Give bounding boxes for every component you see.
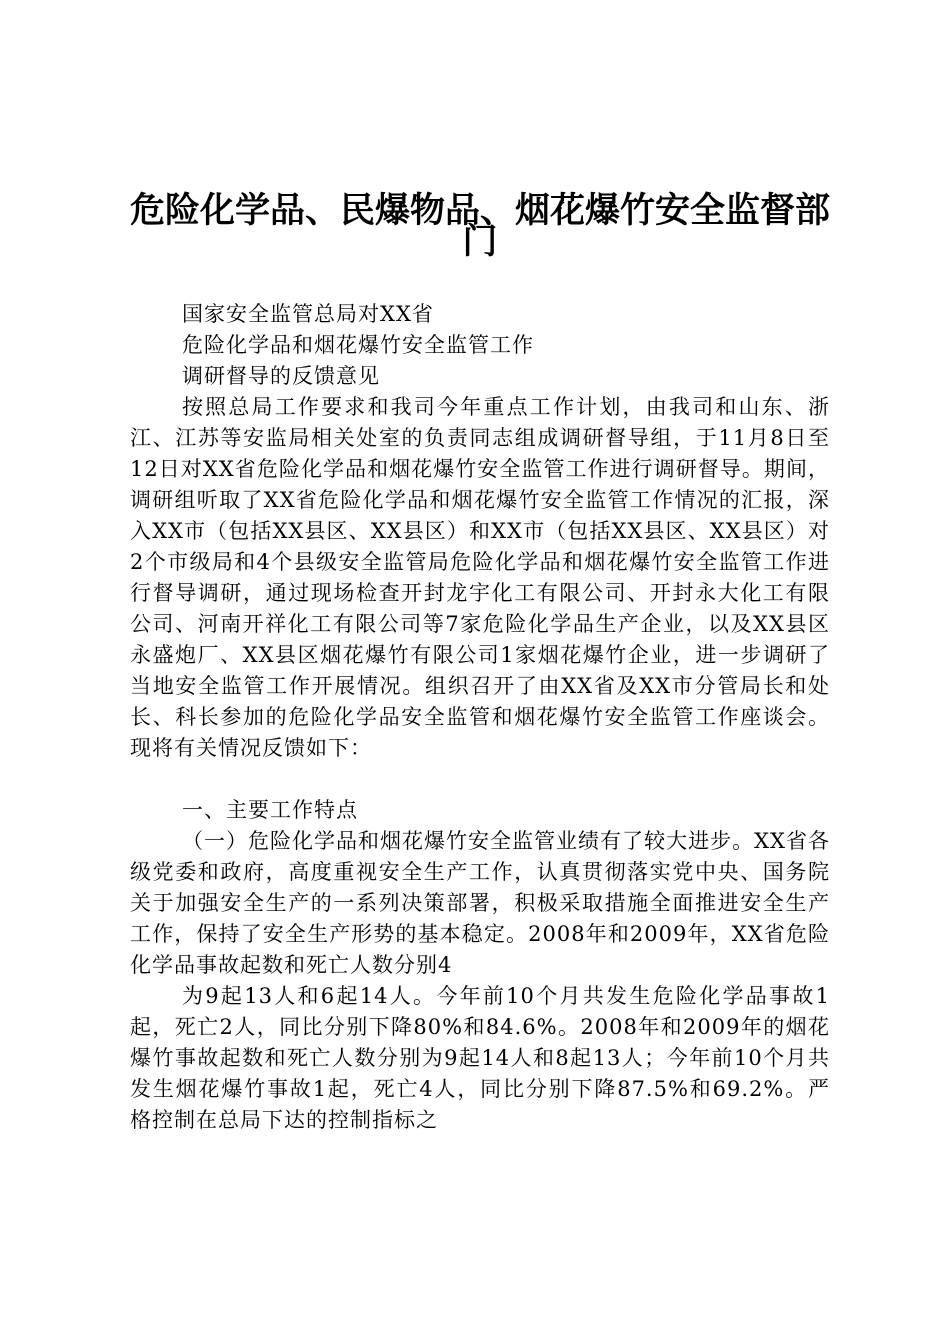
document-body	[130, 299, 830, 1136]
paragraph-intro: 按照总局工作要求和我司今年重点工作计划，由我司和山东、浙江、江苏等安监局相关处室的负责同志组成调研督导组，于11月8日至12日对XX省危险化学品和烟花爆竹安全监管工作进行调研督导。期间，调研组听取了XX省危险化学品和烟花爆竹安全监管工作情况的汇报，深入XX市（包括XX县区、XX县区）和XX市（包括XX县区、XX县区）对2个市级局和4个县级安全监管局危险化学品和烟花爆竹安全监管工作进行督导调研，通过现场检查开封龙宇化工有限公司、开封永大化工有限公司、河南开祥化工有限公司等7家危险化学品生产企业，以及XX县区永盛炮厂、XX县区烟花爆竹有限公司1家烟花爆竹企业，进一步调研了当地安全监管工作开展情况。组织召开了由XX省及XX市分管局长和处长、科长参加的危险化学品安全监管和烟花爆竹安全监管工作座谈会。现将有关情况反馈如下：	[130, 395, 830, 760]
document-title-line1: 危险化学品、民爆物品、烟花爆竹安全监督部	[129, 191, 830, 231]
document-title-line2: 门	[462, 222, 498, 262]
paragraph-feature-1: （一）危险化学品和烟花爆竹安全监管业绩有了较大进步。XX省各级党委和政府，高度重视安全生产工作，认真贯彻落实党中央、国务院关于加强安全生产的一系列决策部署，积极采取措施全面推进安全生产工作，保持了安全生产形势的基本稳定。2008年和2009年，XX省危险化学品事故起数和死亡人数分别4	[130, 829, 830, 977]
header-line-2: 危险化学品和烟花爆竹安全监管工作	[182, 333, 534, 357]
paragraph-continuation: 为9起13人和6起14人。今年前10个月共发生危险化学品事故1起，死亡2人，同比分别下降80%和84.6%。2008年和2009年的烟花爆竹事故起数和死亡人数分别为9起14人和8起13人；今年前10个月共发生烟花爆竹事故1起，死亡4人，同比分别下降87.5%和69.2%。严格控制在总局下达的控制指标之	[130, 984, 830, 1132]
paragraph-gap	[130, 764, 830, 795]
header-line-3: 调研督导的反馈意见	[182, 364, 380, 388]
section-heading: 一、主要工作特点	[182, 798, 358, 822]
header-line-1: 国家安全监管总局对XX省	[182, 302, 434, 326]
